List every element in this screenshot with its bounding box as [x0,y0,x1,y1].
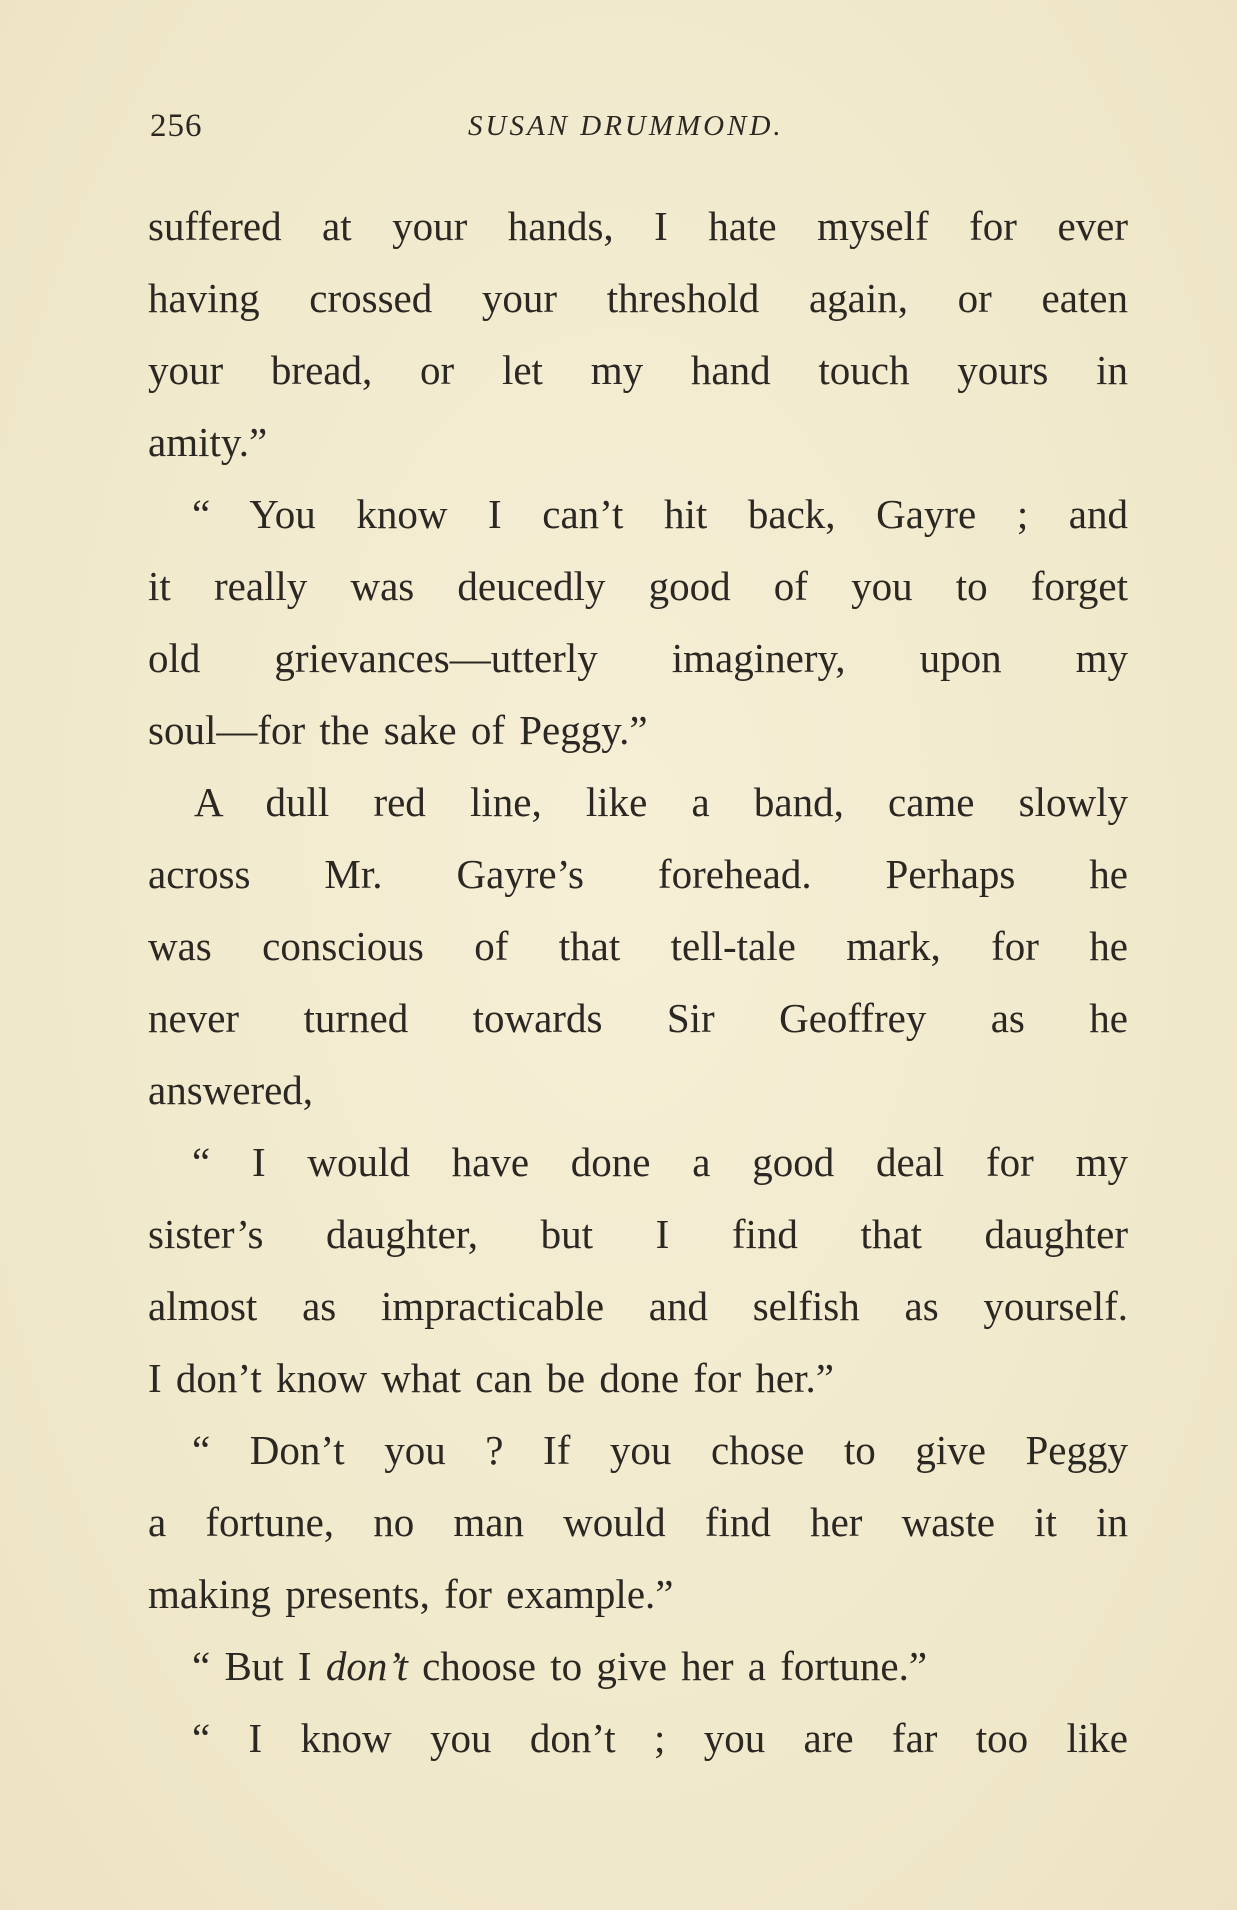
text-line: was conscious of that tell-tale mark, for he [148,923,1128,969]
text-line-start: “ But I [192,1643,326,1689]
text-line: “ I would have done a good deal for my [192,1139,1128,1185]
page-number: 256 [150,108,203,144]
running-title: SUSAN DRUMMOND. [468,110,784,142]
text-line: “ You know I can’t hit back, Gayre ; and [192,491,1128,537]
text-line: almost as impracticable and selfish as yourself. [148,1283,1128,1329]
text-line: it really was deucedly good of you to forget [148,563,1128,609]
text-line [148,1630,1128,1702]
body-text [148,190,1128,1774]
text-line: never turned towards Sir Geoffrey as he [148,995,1128,1041]
text-line: soul—for the sake of Peggy.” [148,707,648,753]
text-line: having crossed your threshold again, or eaten [148,275,1128,321]
text-line: across Mr. Gayre’s forehead. Perhaps he [148,851,1128,897]
text-line: suffered at your hands, I hate myself for ever [148,203,1128,249]
text-line-end: choose to give her a fortune.” [407,1643,928,1689]
text-line: “ I know you don’t ; you are far too like [192,1715,1128,1761]
text-line: sister’s daughter, but I find that daughter [148,1211,1128,1257]
text-line: a fortune, no man would find her waste it in [148,1499,1128,1545]
text-line: “ Don’t you ? If you chose to give Peggy [192,1427,1128,1473]
text-line: making presents, for example.” [148,1571,674,1617]
text-line: amity.” [148,419,268,465]
text-line: A dull red line, like a band, came slowly [194,779,1128,825]
text-line: answered, [148,1067,314,1113]
text-line: I don’t know what can be done for her.” [148,1355,834,1401]
text-line: old grievances—utterly imaginery, upon my [148,635,1128,681]
emphasis-text: don’t [325,1643,408,1689]
running-head [150,108,1110,148]
text-line: your bread, or let my hand touch yours in [148,347,1128,393]
